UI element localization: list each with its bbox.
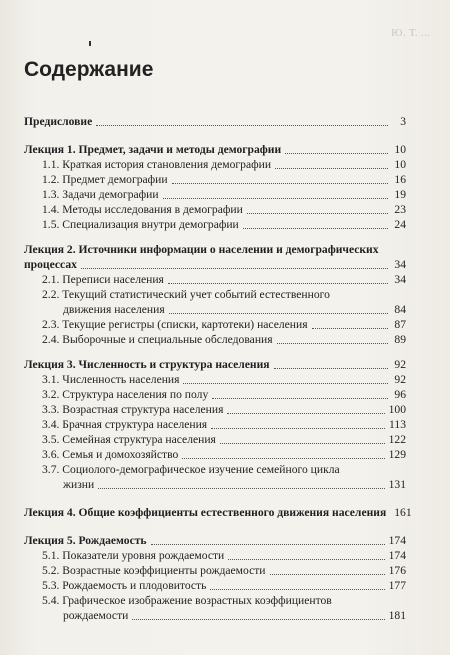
toc-entry-page: 131 xyxy=(388,478,406,491)
toc-entry-label: Лекция 5. Рождаемость xyxy=(24,534,147,547)
toc-entry-1-2 xyxy=(24,172,406,187)
toc-entry-label: 5.1. Показатели уровня рождаемости xyxy=(42,549,225,562)
leader-dots xyxy=(163,197,388,199)
toc-entry-page: 174 xyxy=(388,549,406,562)
leader-dots xyxy=(247,212,388,214)
toc-entry-3-6 xyxy=(24,447,406,462)
toc-entry-page: 3 xyxy=(400,115,406,128)
toc-entry-2-4 xyxy=(24,332,406,347)
toc-entry-page: 113 xyxy=(389,418,406,431)
leader-dots xyxy=(243,227,388,229)
toc-entry-label: Лекция 1. Предмет, задачи и методы демографии xyxy=(24,143,282,156)
toc-entry-page: 87 xyxy=(394,318,406,331)
toc-entry-2-1 xyxy=(24,272,406,287)
toc-entry-lecture-4 xyxy=(24,505,412,520)
leader-dots xyxy=(227,412,384,414)
leader-dots xyxy=(132,618,384,620)
leader-dots xyxy=(277,342,388,344)
toc-entry-label: 1.5. Специализация внутри демографии xyxy=(42,218,239,231)
toc-entry-label: 1.1. Краткая история становления демографии xyxy=(42,158,272,171)
toc-entry-label: 2.1. Переписи населения xyxy=(42,273,164,286)
toc-entry-page: 174 xyxy=(388,534,406,547)
toc-entry-label: 5.2. Возрастные коэффициенты рождаемости xyxy=(42,564,266,577)
leader-dots xyxy=(169,312,388,314)
toc-entry-5-1 xyxy=(24,548,406,563)
toc-entry-label: 3.3. Возрастная структура населения xyxy=(42,403,224,416)
toc-entry-page: 34 xyxy=(394,273,406,286)
toc-entry-3-3 xyxy=(24,402,406,417)
toc-entry-page: 84 xyxy=(394,303,406,316)
toc-entry-page: 129 xyxy=(388,448,406,461)
leader-dots xyxy=(182,457,384,459)
leader-dots xyxy=(270,573,385,575)
leader-dots xyxy=(96,124,388,126)
toc-entry-lecture-2-line1: Лекция 2. Источники информации о населении и демографических xyxy=(24,243,379,256)
toc-entry-3-2 xyxy=(24,387,406,402)
running-head: Ю. Т. ... xyxy=(391,27,430,39)
toc-entry-page: 92 xyxy=(394,358,406,371)
leader-dots xyxy=(274,367,388,369)
toc-entry-1-5 xyxy=(24,217,406,232)
toc-entry-preface xyxy=(24,114,406,129)
toc-entry-label: 3.6. Семья и домохозяйство xyxy=(42,448,179,461)
toc-entry-2-2 xyxy=(24,302,406,317)
leader-dots xyxy=(220,442,385,444)
toc-entry-page: 161 xyxy=(394,506,412,519)
toc-entry-label: 1.4. Методы исследования в демографии xyxy=(42,203,243,216)
toc-entry-1-1 xyxy=(24,157,406,172)
toc-entry-1-3 xyxy=(24,187,406,202)
toc-entry-5-2 xyxy=(24,563,406,578)
toc-entry-label: движения населения xyxy=(63,303,165,316)
leader-dots xyxy=(211,427,385,429)
toc-entry-5-3 xyxy=(24,578,406,593)
toc-entry-label: 1.2. Предмет демографии xyxy=(42,173,168,186)
toc-entry-3-7 xyxy=(24,477,406,492)
toc-entry-lecture-2 xyxy=(24,257,406,272)
toc-entry-label: Лекция 4. Общие коэффициенты естественного движения населения xyxy=(24,506,387,519)
toc-entry-label: рождаемости xyxy=(63,609,129,622)
toc-entry-lecture-3 xyxy=(24,357,406,372)
toc-entry-5-4 xyxy=(24,608,406,623)
toc-entry-label: 3.5. Семейная структура населения xyxy=(42,433,216,446)
toc-entry-label: процессах xyxy=(24,258,77,271)
toc-entry-page: 100 xyxy=(388,403,406,416)
toc-entry-page: 16 xyxy=(394,173,406,186)
toc-entry-page: 181 xyxy=(388,609,406,622)
toc-entry-page: 10 xyxy=(394,158,406,171)
table-of-contents xyxy=(24,114,412,623)
toc-entry-label: 3.1. Численность населения xyxy=(42,373,180,386)
toc-entry-page: 10 xyxy=(394,143,406,156)
print-speck xyxy=(89,41,91,46)
toc-entry-label: 2.4. Выборочные и специальные обследования xyxy=(42,333,273,346)
toc-entry-label: Предисловие xyxy=(24,115,93,128)
leader-dots xyxy=(285,152,388,154)
leader-dots xyxy=(98,487,384,489)
page-title: Содержание xyxy=(24,58,154,81)
toc-entry-label: 2.3. Текущие регистры (списки, картотеки) населения xyxy=(42,318,308,331)
toc-entry-label: 1.3. Задачи демографии xyxy=(42,188,159,201)
toc-entry-3-7-line1: 3.7. Социолого-демографическое изучение семейного цикла xyxy=(42,463,340,476)
toc-entry-page: 19 xyxy=(394,188,406,201)
toc-entry-lecture-5 xyxy=(24,533,406,548)
toc-entry-page: 34 xyxy=(394,258,406,271)
toc-entry-3-1 xyxy=(24,372,406,387)
toc-entry-3-4 xyxy=(24,417,406,432)
toc-entry-label: жизни xyxy=(63,478,95,491)
toc-entry-page: 92 xyxy=(394,373,406,386)
toc-entry-5-4-line1: 5.4. Графическое изображение возрастных коэффициентов xyxy=(42,594,332,607)
toc-entry-label: 3.2. Структура населения по полу xyxy=(42,388,209,401)
toc-entry-page: 96 xyxy=(394,388,406,401)
toc-entry-page: 176 xyxy=(388,564,406,577)
leader-dots xyxy=(212,397,388,399)
leader-dots xyxy=(228,558,384,560)
leader-dots xyxy=(151,543,385,545)
leader-dots xyxy=(168,282,388,284)
leader-dots xyxy=(81,267,388,269)
toc-entry-page: 24 xyxy=(394,218,406,231)
leader-dots xyxy=(275,167,388,169)
toc-entry-2-3 xyxy=(24,317,406,332)
toc-entry-page: 122 xyxy=(388,433,406,446)
toc-entry-2-2-line1: 2.2. Текущий статистический учет событий естественного xyxy=(42,288,330,301)
toc-entry-page: 23 xyxy=(394,203,406,216)
toc-entry-page: 89 xyxy=(394,333,406,346)
toc-entry-lecture-1 xyxy=(24,142,406,157)
toc-entry-label: 3.4. Брачная структура населения xyxy=(42,418,208,431)
leader-dots xyxy=(210,588,384,590)
toc-entry-1-4 xyxy=(24,202,406,217)
toc-entry-label: Лекция 3. Численность и структура населения xyxy=(24,358,270,371)
leader-dots xyxy=(183,382,388,384)
toc-entry-page: 177 xyxy=(388,579,406,592)
leader-dots xyxy=(312,327,388,329)
toc-entry-3-5 xyxy=(24,432,406,447)
leader-dots xyxy=(172,182,388,184)
toc-entry-label: 5.3. Рождаемость и плодовитость xyxy=(42,579,207,592)
